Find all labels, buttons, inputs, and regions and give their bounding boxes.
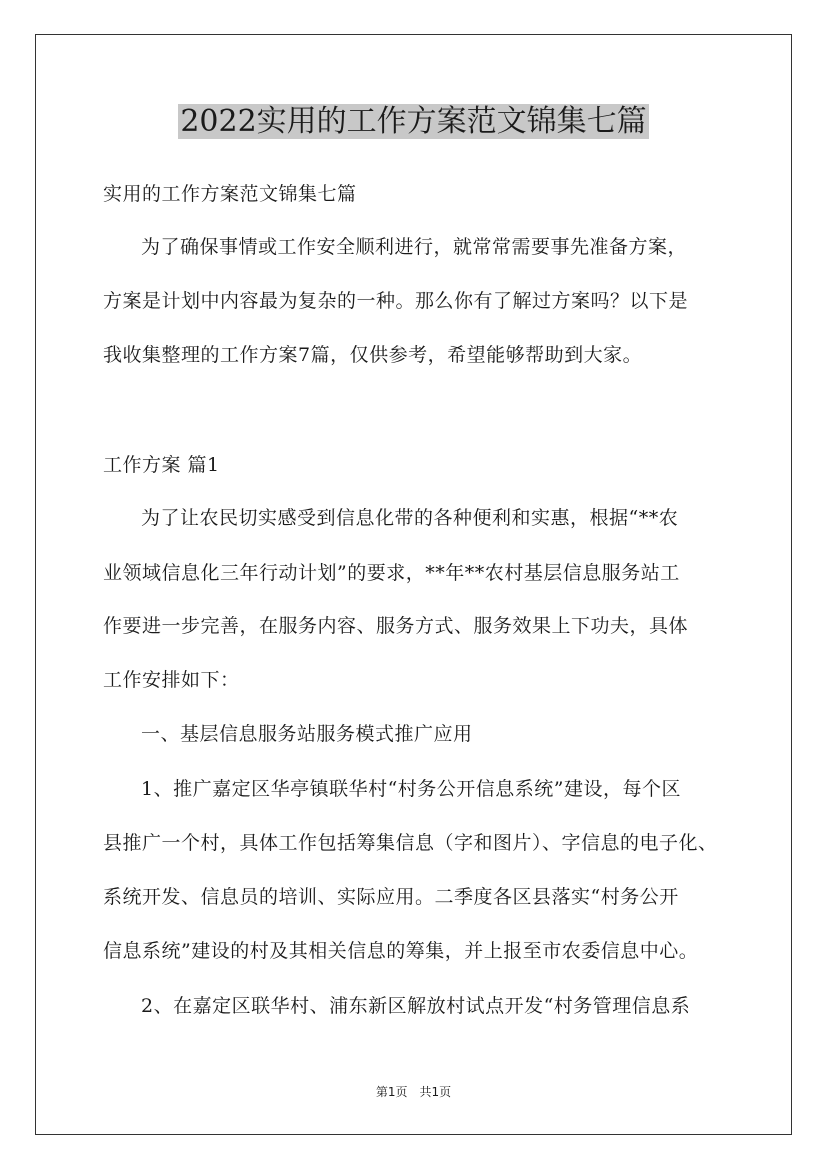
intro-line-1: 为了确保事情或工作安全顺利进行，就常常需要事先准备方案， — [141, 236, 688, 258]
section-heading: 工作方案 篇1 — [103, 454, 220, 476]
section-para-line-2: 业领域信息化三年行动计划”的要求，**年**农村基层信息服务站工 — [103, 562, 680, 584]
item1-line-4: 信息系统”建设的村及其相关信息的筹集，并上报至市农委信息中心。 — [103, 940, 699, 962]
section-para-line-3: 作要进一步完善，在服务内容、服务方式、服务效果上下功夫，具体 — [103, 615, 689, 637]
subheading: 一、基层信息服务站服务模式推广应用 — [141, 723, 473, 745]
intro-line-3: 我收集整理的工作方案7篇，仅供参考，希望能够帮助到大家。 — [103, 344, 643, 366]
document-title — [0, 100, 827, 144]
item1-line-2: 县推广一个村，具体工作包括筹集信息（字和图片）、字信息的电子化、 — [103, 832, 718, 854]
section-para-line-1: 为了让农民切实感受到信息化带的各种便利和实惠，根据“**农 — [141, 507, 679, 529]
intro-line-2: 方案是计划中内容最为复杂的一种。那么你有了解过方案吗？以下是 — [103, 290, 689, 312]
document-title-text: 2022实用的工作方案范文锦集七篇 — [180, 104, 647, 139]
section-para-line-4: 工作安排如下： — [103, 669, 240, 691]
document-subtitle: 实用的工作方案范文锦集七篇 — [103, 183, 357, 205]
item2-line-1: 2、在嘉定区联华村、浦东新区解放村试点开发“村务管理信息系 — [141, 995, 691, 1017]
page-footer: 第1页 共1页 — [375, 1085, 452, 1099]
item1-line-3: 系统开发、信息员的培训、实际应用。二季度各区县落实“村务公开 — [103, 886, 679, 908]
item1-line-1: 1、推广嘉定区华亭镇联华村“村务公开信息系统”建设，每个区 — [141, 778, 682, 800]
